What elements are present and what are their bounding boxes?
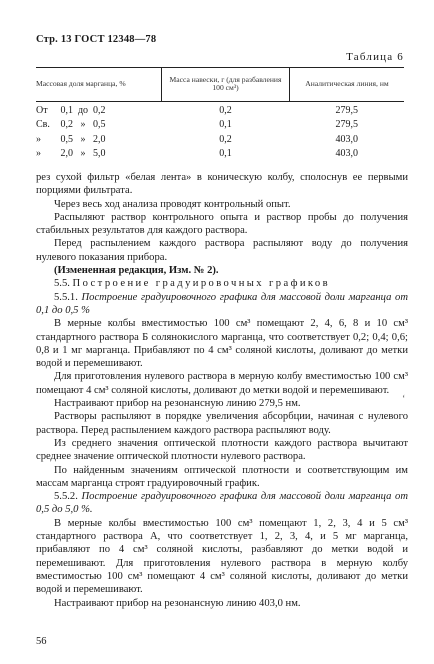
paragraph: По найденным значениям оптической плотности и соответствующим им массам марганца строят градуировочный график. [36,464,408,489]
analytical-line-cell: 403,0 [335,133,358,145]
paragraph: Через весь ход анализа проводят контрольный опыт. [54,198,291,210]
section-number: 5.5.1. [54,291,78,303]
table-row [36,102,404,117]
page-number: 56 [36,636,47,647]
edition-note: (Измененная редакция, Изм. № 2). [54,265,219,277]
paragraph: Для приготовления нулевого раствора в мерную колбу вместимостью 100 см³ помещают 4 см³ соляной кислоты, доливают до метки водой и перемешивают. [36,371,408,396]
subsection-heading-5-5-1 [36,291,408,318]
paragraph: Из среднего значения оптической плотности каждого раствора вычитают среднее значение оптической плотности нулевого раствора. [36,437,408,463]
section-title: Построение градуировочного графика для массовой доли марганца от 0,1 до 0,5 % [36,291,408,316]
mass-fraction-cell: » 0,5 » 2,0 [36,133,106,145]
column-header-mass-fraction: Массовая доля марганца, % [36,68,162,102]
column-header-sample-mass: Масса навески, г (для разбавления 100 см³) [162,68,290,102]
table-caption: Таблица 6 [346,51,404,63]
subsection-heading-5-5-2 [36,490,408,517]
sample-mass-cell: 0,2 [219,105,232,116]
paragraph: Перед распылением каждого раствора распыляют воду до получения нулевого показания прибора. [36,238,408,263]
section-title: Построение градуировочных графиков [72,278,331,290]
margin-mark: ʻ [402,394,406,405]
table-row [36,131,404,145]
paragraph: Растворы распыляют в порядке увеличения абсорбции, начиная с нулевого раствора. Перед распылением каждого раствора распыляют воду. [36,411,408,436]
mass-fraction-cell: Св. 0,2 » 0,5 [36,119,106,131]
table-row [36,145,404,159]
page-header: Стр. 13 ГОСТ 12348—78 [36,34,157,45]
paragraph: рез сухой фильтр «белая лента» в коническую колбу, сполоснув ее первыми порциями фильтрата. [36,172,408,197]
sample-mass-cell: 0,1 [219,119,232,131]
section-number: 5.5. [54,278,70,290]
section-heading-5-5 [36,277,408,290]
table-row [36,116,404,130]
analytical-line-cell: 279,5 [335,105,358,116]
table-header-row [36,68,404,102]
sample-mass-cell: 0,1 [219,147,232,159]
paragraph: В мерные колбы вместимостью 100 см³ помещают 2, 4, 6, 8 и 10 см³ стандартного раствора Б солянокислого марганца, что соответствует 0,2; 0,4; 0,6; 0,8 и 1 мг марганца. Прибавляют по 4 см³ соляной кислоты, доливают до метки водой и перемешивают. [36,318,408,370]
mass-fraction-cell: » 2,0 » 5,0 [36,147,106,159]
section-title: Построение градуировочного графика для массовой доли марганца от 0,5 до 5,0 %. [36,491,408,516]
data-table [36,67,404,159]
mass-fraction-cell: От 0,1 до 0,2 [36,105,106,116]
sample-mass-cell: 0,2 [219,133,232,145]
paragraph: Распыляют раствор контрольного опыта и раствор пробы до получения стабильных результатов для каждого раствора. [36,211,408,237]
analytical-line-cell: 403,0 [335,147,358,159]
column-header-analytical-line: Аналитическая линия, нм [290,68,405,102]
analytical-line-cell: 279,5 [335,119,358,131]
paragraph: Настраивают прибор на резонансную линию 403,0 нм. [54,597,301,609]
paragraph: Настраивают прибор на резонансную линию 279,5 нм. [54,398,301,410]
section-number: 5.5.2. [54,491,78,503]
paragraph: В мерные колбы вместимостью 100 см³ помещают 1, 2, 3, 4 и 5 см³ стандартного раствора А, что соответствует 1, 2, 3, 4, и 5 мг марганца, прибавляют по 4 см³ соляной кислоты, разбавляют до метки водой и перемешивают. Для приготовления нулевого раствора в мерную колбу вместимостью 100 см³ помещают 4 см³ соляной кислоты, доливают до метки водой и перемешивают. [36,517,408,596]
body-text [36,171,408,610]
